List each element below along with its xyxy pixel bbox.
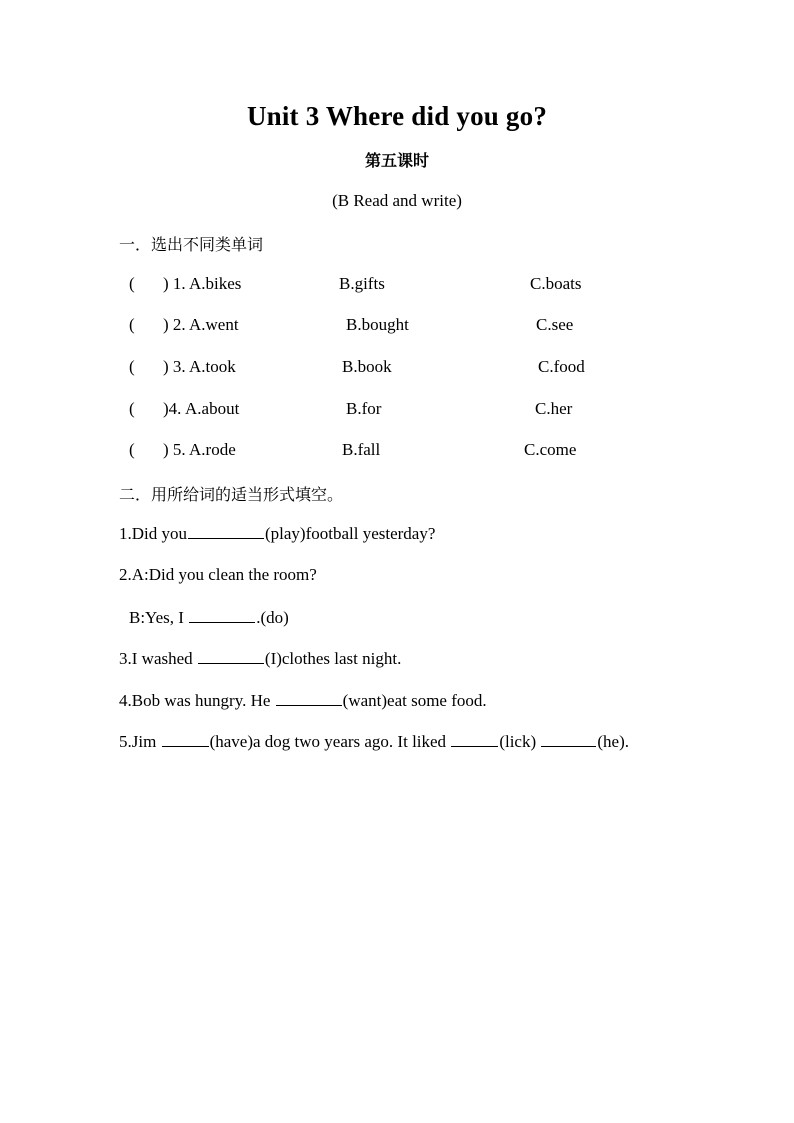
option-a: A.went	[189, 315, 239, 334]
answer-bracket-open[interactable]: (	[129, 315, 135, 334]
option-b: B.gifts	[339, 274, 385, 293]
option-c: C.food	[538, 357, 585, 376]
fill-question-3	[119, 648, 401, 669]
question-text: 4.Bob was hungry. He	[119, 691, 275, 710]
option-b: B.bought	[346, 315, 409, 334]
question-number: ) 5.	[163, 440, 186, 459]
answer-blank[interactable]	[188, 523, 264, 539]
option-a: A.bikes	[189, 274, 242, 293]
lesson-part: (B Read and write)	[332, 191, 462, 210]
question-text: (play)football yesterday?	[265, 524, 436, 543]
answer-blank[interactable]	[198, 648, 264, 664]
option-a: A.rode	[189, 440, 236, 459]
question-text: (I)clothes last night.	[264, 649, 402, 668]
question-number: ) 3.	[163, 357, 186, 376]
question-row	[0, 357, 794, 381]
option-a: A.took	[189, 357, 236, 376]
answer-bracket-open[interactable]: (	[129, 440, 135, 459]
answer-blank[interactable]	[541, 731, 596, 747]
question-text: .(do)	[256, 608, 289, 627]
question-text: 2.A:Did you clean the room?	[119, 565, 317, 584]
option-c: C.see	[536, 315, 574, 334]
question-row	[0, 440, 794, 464]
section-heading-2: 二．用所给词的适当形式填空。	[119, 485, 344, 504]
question-text: (he).	[597, 732, 630, 751]
question-row	[0, 399, 794, 423]
answer-bracket-open[interactable]: (	[129, 357, 135, 376]
question-row	[0, 315, 794, 339]
question-text: 3.I washed	[119, 649, 197, 668]
question-text: (have)a dog two years ago. It liked	[209, 732, 451, 751]
option-c: C.boats	[530, 274, 582, 293]
option-b: B.for	[346, 399, 382, 418]
question-number: ) 2.	[163, 315, 186, 334]
question-number: )4.	[163, 399, 182, 418]
option-c: C.come	[524, 440, 577, 459]
option-b: B.fall	[342, 440, 381, 459]
fill-question-5	[119, 731, 629, 752]
page-title: Unit 3 Where did you go?	[246, 101, 548, 131]
lesson-subtitle: 第五课时	[364, 151, 429, 170]
question-text: B:Yes, I	[129, 608, 189, 627]
option-b: B.book	[342, 357, 392, 376]
question-text: (want)eat some food.	[342, 691, 487, 710]
fill-question-2a	[119, 565, 317, 585]
answer-blank[interactable]	[276, 690, 342, 706]
question-text: 5.Jim	[119, 732, 161, 751]
question-row	[0, 274, 794, 298]
answer-bracket-open[interactable]: (	[129, 274, 135, 293]
answer-bracket-open[interactable]: (	[129, 399, 135, 418]
question-number: ) 1.	[163, 274, 186, 293]
fill-question-4	[119, 690, 487, 711]
fill-question-1	[119, 523, 435, 544]
question-text: (lick)	[499, 732, 541, 751]
option-a: A.about	[185, 399, 240, 418]
answer-blank[interactable]	[162, 731, 209, 747]
question-text: 1.Did you	[119, 524, 187, 543]
section-heading-1: 一．选出不同类单词	[119, 235, 264, 254]
answer-blank[interactable]	[451, 731, 498, 747]
fill-question-2b	[129, 607, 289, 628]
option-c: C.her	[535, 399, 573, 418]
answer-blank[interactable]	[189, 607, 255, 623]
